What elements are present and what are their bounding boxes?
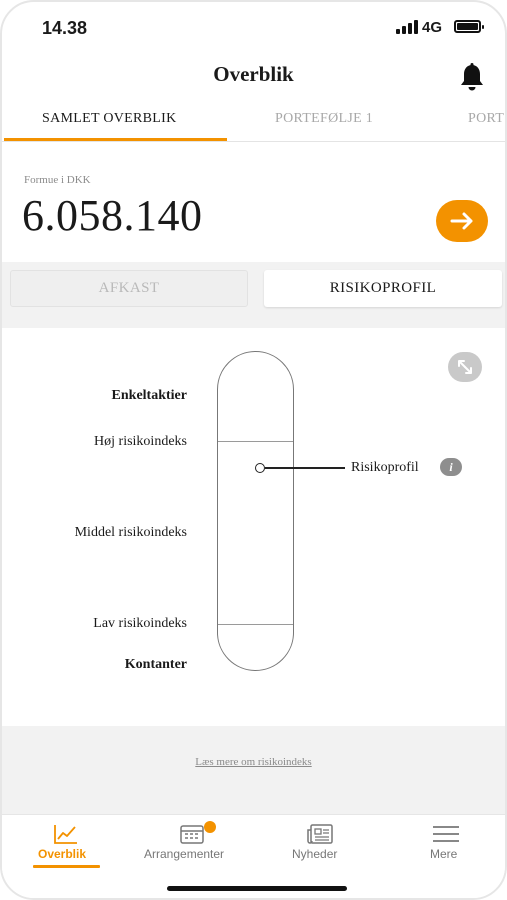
- nav-label-mere: Mere: [430, 847, 458, 861]
- menu-icon: [432, 823, 460, 845]
- arrow-right-icon: [436, 200, 488, 242]
- calendar-icon: [179, 823, 205, 845]
- risk-profile-pointer: [265, 467, 345, 469]
- page-title: Overblik: [213, 62, 294, 86]
- wealth-details-button[interactable]: [436, 200, 488, 242]
- nav-label-arrangementer: Arrangementer: [144, 847, 225, 861]
- risk-scale-capsule: [217, 351, 294, 671]
- tab-samlet-overblik[interactable]: SAMLET OVERBLIK: [42, 111, 177, 126]
- scale-label-middel: Middel risikoindeks: [74, 525, 187, 540]
- active-tab-indicator: [4, 138, 227, 141]
- nav-nyheder[interactable]: [280, 815, 360, 875]
- nav-label-nyheder: Nyheder: [292, 847, 338, 861]
- segment-afkast[interactable]: AFKAST: [10, 270, 248, 307]
- portfolio-tabs: [2, 100, 505, 142]
- expand-button[interactable]: [448, 352, 482, 382]
- tab-portefolje-1[interactable]: PORTEFØLJE 1: [275, 111, 374, 126]
- scale-label-enkeltaktier: Enkeltaktier: [111, 388, 187, 403]
- chart-line-icon: [53, 823, 79, 845]
- nav-mere[interactable]: [412, 815, 482, 875]
- info-icon[interactable]: i: [440, 458, 462, 476]
- battery-icon: [454, 20, 481, 33]
- read-more-link[interactable]: Læs mere om risikoindeks: [195, 756, 312, 768]
- status-time: 14.38: [42, 18, 88, 38]
- wealth-label: Formue i DKK: [24, 174, 91, 186]
- status-bar: [2, 2, 505, 52]
- risk-profile-label: Risikoprofil: [351, 460, 419, 475]
- scale-divider-high: [218, 441, 293, 442]
- scale-label-kontanter: Kontanter: [124, 657, 187, 672]
- scale-label-hoj: Høj risikoindeks: [94, 434, 187, 449]
- wealth-value: 6.058.140: [22, 191, 203, 240]
- scale-divider-low: [218, 624, 293, 625]
- bell-icon[interactable]: [458, 62, 486, 92]
- footer-band: [2, 726, 505, 814]
- segment-risikoprofil[interactable]: RISIKOPROFIL: [264, 270, 502, 307]
- nav-label-overblik: Overblik: [38, 847, 87, 861]
- scale-label-lav: Lav risikoindeks: [93, 616, 187, 631]
- risk-profile-marker: [255, 463, 265, 473]
- network-type: 4G: [422, 19, 443, 36]
- expand-icon: [448, 352, 482, 382]
- nav-active-indicator: [33, 865, 100, 868]
- home-indicator: [167, 886, 347, 891]
- signal-icon: [396, 20, 418, 34]
- nav-arrangementer[interactable]: [132, 815, 252, 875]
- newspaper-icon: [306, 823, 334, 845]
- tab-portefolje-2[interactable]: PORT: [468, 111, 505, 126]
- notification-badge: [204, 821, 216, 833]
- nav-overblik[interactable]: [24, 815, 110, 875]
